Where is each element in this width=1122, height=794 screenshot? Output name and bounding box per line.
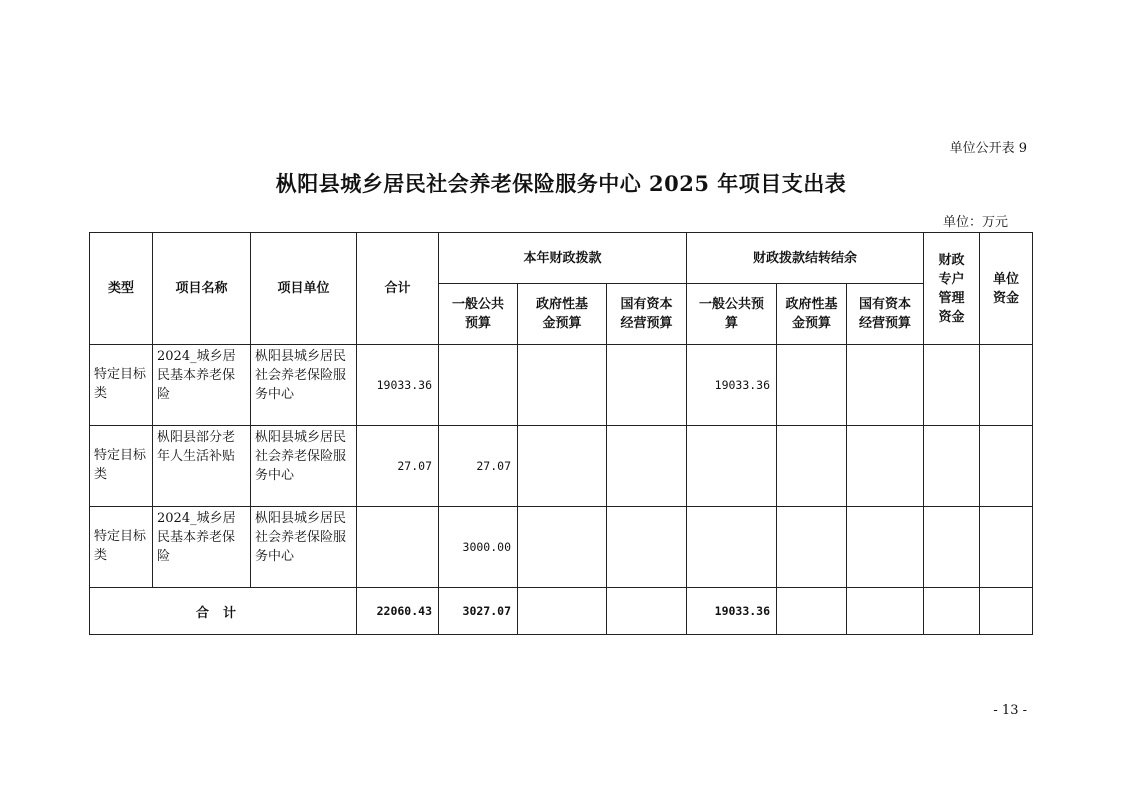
cell-project-name: 枞阳县部分老年人生活补贴 (153, 426, 251, 507)
totals-row (90, 588, 1033, 635)
cell-current-general: 3000.00 (439, 507, 518, 588)
cell-carry-state (847, 345, 924, 426)
col-header-carry-fund-budget: 政府性基金预算 (777, 284, 847, 345)
cell-special-fund (924, 426, 980, 507)
table-row (90, 507, 1033, 588)
cell-carry-fund (777, 345, 847, 426)
col-header-project-name: 项目名称 (153, 233, 251, 345)
cell-unit-fund (980, 426, 1033, 507)
cell-current-general (439, 345, 518, 426)
total-carry-fund (777, 588, 847, 635)
cell-carry-fund (777, 507, 847, 588)
cell-special-fund (924, 507, 980, 588)
cell-unit-fund (980, 507, 1033, 588)
cell-total (357, 507, 439, 588)
table-number: 单位公开表 9 (949, 141, 1027, 156)
cell-carry-state (847, 426, 924, 507)
cell-type: 特定目标类 (90, 507, 153, 588)
col-header-current-fund-budget: 政府性基金预算 (518, 284, 607, 345)
total-current-fund (518, 588, 607, 635)
cell-project-unit: 枞阳县城乡居民社会养老保险服务中心 (251, 507, 357, 588)
cell-type: 特定目标类 (90, 345, 153, 426)
cell-carry-state (847, 507, 924, 588)
col-group-current-year-appropriation: 本年财政拨款 (439, 233, 687, 284)
cell-carry-fund (777, 426, 847, 507)
cell-carry-general (687, 507, 777, 588)
cell-project-unit: 枞阳县城乡居民社会养老保险服务中心 (251, 345, 357, 426)
cell-current-state (607, 507, 687, 588)
cell-carry-general: 19033.36 (687, 345, 777, 426)
total-special-fund (924, 588, 980, 635)
col-header-special-account-fund: 财政专户管理资金 (924, 233, 980, 345)
total-carry-general: 19033.36 (687, 588, 777, 635)
cell-carry-general (687, 426, 777, 507)
cell-unit-fund (980, 345, 1033, 426)
page-title: 枞阳县城乡居民社会养老保险服务中心 2025 年项目支出表 (275, 171, 847, 196)
total-unit-fund (980, 588, 1033, 635)
col-header-type: 类型 (90, 233, 153, 345)
cell-project-unit: 枞阳县城乡居民社会养老保险服务中心 (251, 426, 357, 507)
col-group-carryover-balance: 财政拨款结转结余 (687, 233, 924, 284)
col-header-carry-general-budget: 一般公共预算 (687, 284, 777, 345)
totals-label: 合计 (90, 588, 357, 635)
cell-current-state (607, 345, 687, 426)
project-expenditure-table (89, 232, 1033, 635)
col-header-current-general-budget: 一般公共预算 (439, 284, 518, 345)
col-header-carry-state-capital: 国有资本经营预算 (847, 284, 924, 345)
cell-current-fund (518, 426, 607, 507)
unit-label: 单位：万元 (942, 215, 1008, 230)
total-current-state (607, 588, 687, 635)
cell-current-fund (518, 507, 607, 588)
page-number: - 13 - (993, 703, 1027, 718)
cell-total: 27.07 (357, 426, 439, 507)
col-header-total: 合计 (357, 233, 439, 345)
col-header-current-state-capital: 国有资本经营预算 (607, 284, 687, 345)
col-header-unit-fund: 单位资金 (980, 233, 1033, 345)
total-sum: 22060.43 (357, 588, 439, 635)
col-header-project-unit: 项目单位 (251, 233, 357, 345)
cell-project-name: 2024_城乡居民基本养老保险 (153, 345, 251, 426)
cell-project-name: 2024_城乡居民基本养老保险 (153, 507, 251, 588)
table-row (90, 426, 1033, 507)
cell-current-general: 27.07 (439, 426, 518, 507)
cell-current-fund (518, 345, 607, 426)
cell-type: 特定目标类 (90, 426, 153, 507)
cell-special-fund (924, 345, 980, 426)
table-row (90, 345, 1033, 426)
total-carry-state (847, 588, 924, 635)
cell-total: 19033.36 (357, 345, 439, 426)
cell-current-state (607, 426, 687, 507)
total-current-general: 3027.07 (439, 588, 518, 635)
